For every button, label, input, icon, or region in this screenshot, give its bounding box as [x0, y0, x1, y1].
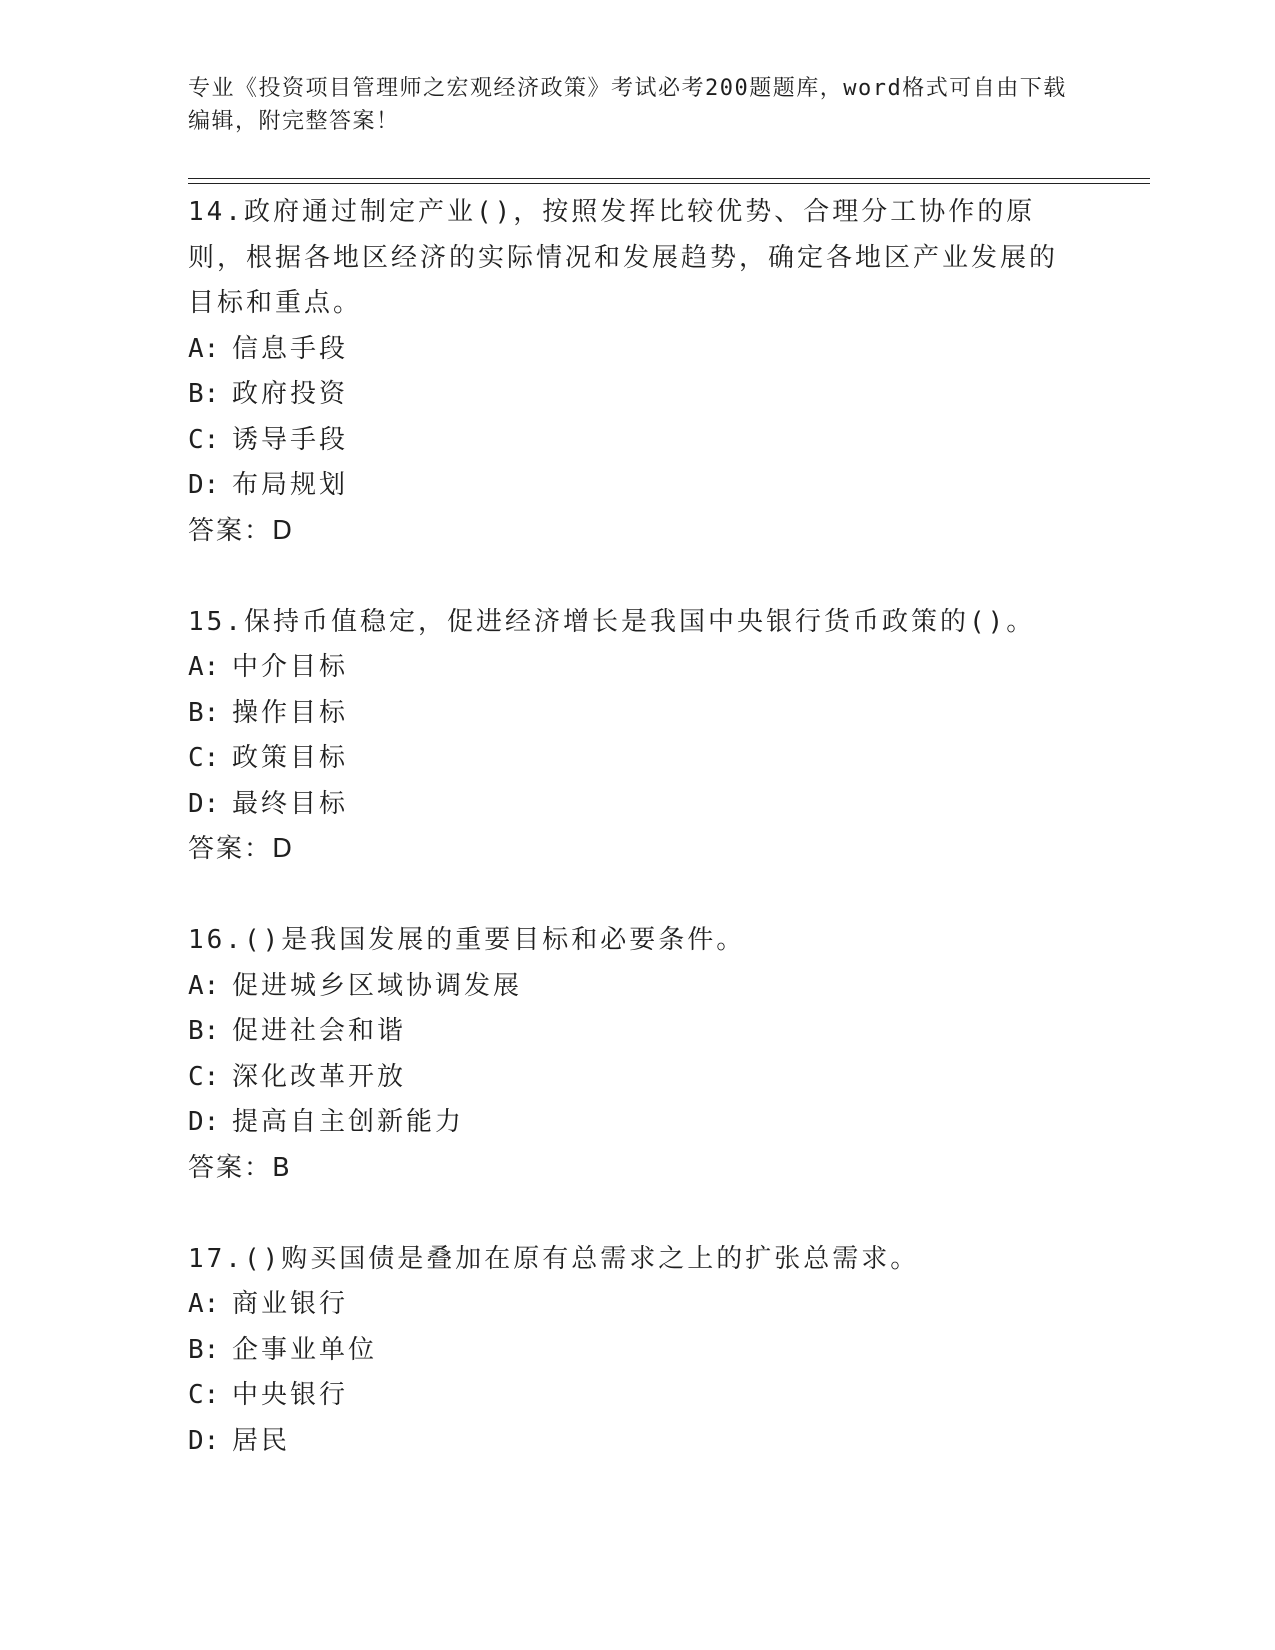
option-letter: D: — [188, 788, 220, 819]
option-text: 操作目标 — [232, 697, 349, 728]
option-letter: C: — [188, 1061, 220, 1092]
option-b — [188, 1328, 1068, 1374]
header-divider-top — [188, 178, 1150, 179]
question-spacer — [188, 554, 1068, 600]
option-letter: A: — [188, 970, 220, 1001]
option-letter: A: — [188, 1289, 220, 1319]
option-d — [188, 1419, 1068, 1465]
option-letter: D: — [188, 1425, 220, 1456]
question-stem: 14.政府通过制定产业()，按照发挥比较优势、合理分工协作的原则，根据各地区经济的实际情况和发展趋势，确定各地区产业发展的目标和重点。 — [188, 197, 1059, 318]
header-divider-bottom — [188, 183, 1150, 184]
answer-line: 答案：B — [188, 1152, 292, 1183]
option-letter: B: — [188, 379, 220, 409]
question-17 — [188, 1237, 1068, 1465]
document-header: 专业《投资项目管理师之宏观经济政策》考试必考200题题库，word格式可自由下载编辑，附完整答案！ — [188, 76, 1067, 134]
option-a — [188, 964, 1068, 1010]
option-letter: C: — [188, 1380, 220, 1410]
option-letter: C: — [188, 424, 220, 455]
option-text: 提高自主创新能力 — [232, 1107, 465, 1137]
option-letter: B: — [188, 1016, 220, 1046]
option-text: 中介目标 — [232, 652, 349, 682]
question-16 — [188, 918, 1068, 1191]
option-d — [188, 782, 1068, 828]
option-text: 信息手段 — [232, 333, 349, 364]
question-spacer — [188, 1191, 1068, 1237]
option-c — [188, 736, 1068, 782]
question-stem: 17.()购买国债是叠加在原有总需求之上的扩张总需求。 — [188, 1243, 920, 1274]
option-b — [188, 691, 1068, 737]
option-text: 政策目标 — [232, 743, 349, 773]
option-letter: B: — [188, 1334, 220, 1365]
option-text: 居民 — [232, 1425, 291, 1456]
option-b — [188, 1009, 1068, 1055]
option-d — [188, 1100, 1068, 1146]
option-text: 深化改革开放 — [232, 1061, 407, 1092]
option-d — [188, 463, 1068, 509]
option-text: 政府投资 — [232, 379, 349, 409]
question-15 — [188, 600, 1068, 873]
option-letter: A: — [188, 333, 220, 364]
question-list — [188, 190, 1068, 1464]
option-c — [188, 1373, 1068, 1419]
option-c — [188, 418, 1068, 464]
question-spacer — [188, 873, 1068, 919]
option-text: 最终目标 — [232, 788, 349, 819]
option-c — [188, 1055, 1068, 1101]
option-a — [188, 327, 1068, 373]
option-text: 诱导手段 — [232, 424, 349, 455]
option-a — [188, 1282, 1068, 1328]
option-b — [188, 372, 1068, 418]
question-14 — [188, 190, 1068, 554]
question-stem: 16.()是我国发展的重要目标和必要条件。 — [188, 925, 746, 955]
option-text: 中央银行 — [232, 1380, 349, 1410]
option-text: 商业银行 — [232, 1289, 349, 1319]
option-text: 促进城乡区域协调发展 — [232, 970, 523, 1001]
option-letter: D: — [188, 1107, 220, 1137]
option-a — [188, 645, 1068, 691]
option-letter: C: — [188, 743, 220, 773]
option-letter: A: — [188, 652, 220, 682]
answer-line: 答案：D — [188, 515, 295, 546]
option-text: 促进社会和谐 — [232, 1016, 407, 1046]
option-letter: B: — [188, 697, 220, 728]
question-stem: 15.保持币值稳定，促进经济增长是我国中央银行货币政策的()。 — [188, 606, 1036, 637]
option-text: 企事业单位 — [232, 1334, 378, 1365]
option-text: 布局规划 — [232, 470, 349, 500]
answer-line: 答案：D — [188, 834, 295, 864]
option-letter: D: — [188, 470, 220, 500]
